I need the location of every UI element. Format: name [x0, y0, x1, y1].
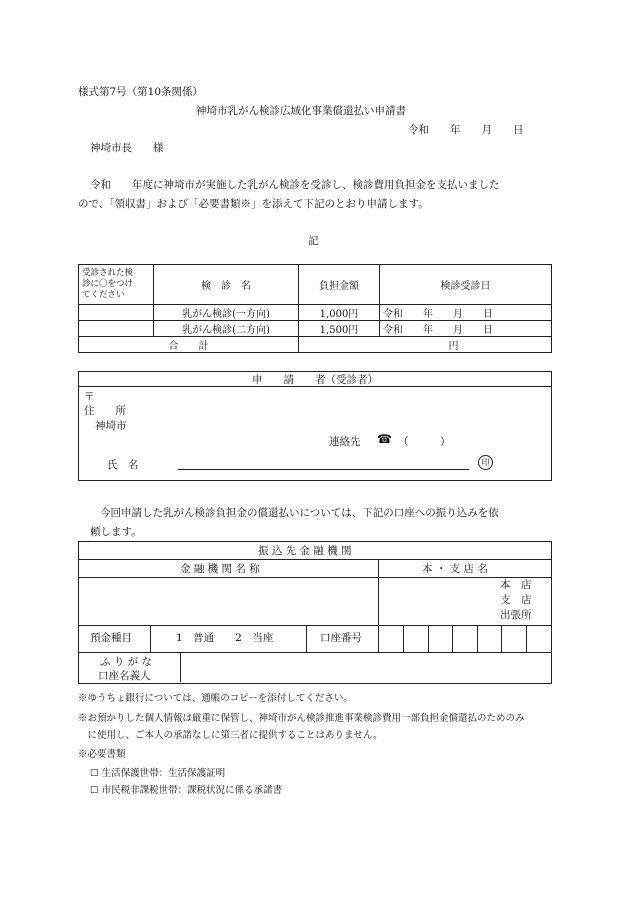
institution-name-field[interactable]: [80, 580, 376, 622]
note-2: ※お預かりした個人情報は厳重に保管し、神埼市がん検診推進事業検診費用一部負担金償還払のためのみ: [78, 713, 525, 724]
addressee: 神埼市長 様: [90, 142, 164, 154]
intro-line-2: ので、「領収書」および「必要書類※」を添えて下記のとおり申請します。: [78, 198, 429, 210]
form-number: 様式第7号（第10条関係）: [78, 86, 204, 98]
phone-field[interactable]: （ ）: [398, 436, 451, 448]
name-field[interactable]: [178, 469, 469, 470]
applicant-header: 申 請 者（受診者）: [252, 374, 378, 386]
exam-date[interactable]: 令和 年 月 日: [380, 321, 552, 337]
account-holder-label: 口座名義人: [98, 670, 151, 682]
furigana-label: ふ り が な: [100, 656, 153, 668]
required-doc-label: 生活保護世帯：生活保護証明: [101, 768, 226, 779]
bank-intro-line-2: 頼します。: [90, 526, 142, 538]
account-digit-box[interactable]: [428, 625, 429, 652]
exam-name: 乳がん検診(一方向): [154, 305, 299, 321]
city-label: 神埼市: [95, 420, 127, 432]
note-1: ※ゆうちょ銀行については、通帳のコピーを添付してください。: [78, 693, 353, 704]
total-amount[interactable]: 円: [299, 337, 552, 353]
check-cell[interactable]: [79, 321, 154, 337]
branch-type-head[interactable]: 本 店: [500, 579, 532, 591]
contact-label: 連絡先: [329, 436, 361, 448]
total-label: 合 計: [79, 337, 299, 353]
exam-name: 乳がん検診(二方向): [154, 321, 299, 337]
account-type-label: 預金種目: [90, 632, 132, 644]
required-doc-label: 市民税非課税世帯：課税状況に係る承諾書: [101, 785, 283, 796]
seal-mark: 印: [478, 455, 493, 470]
exam-fee: 1,500円: [299, 321, 380, 337]
account-type-options[interactable]: 1 普通 2 当座: [176, 632, 274, 644]
branch-types: [500, 578, 532, 623]
check-cell[interactable]: [79, 305, 154, 321]
bank-intro-line-1: 今回申請した乳がん検診負担金の償還払いについては、下記の口座への振り込みを依: [100, 507, 499, 519]
address-label: 住 所: [84, 405, 126, 417]
exam-date[interactable]: 令和 年 月 日: [380, 305, 552, 321]
phone-icon: ☎: [377, 432, 392, 446]
account-digit-box[interactable]: [477, 625, 478, 652]
intro-line-1: 令和 年度に神埼市が実施した乳がん検診を受診し、検診費用負担金を支払いました: [90, 179, 500, 191]
branch-type-branch[interactable]: 支 店: [500, 594, 532, 606]
fee-header: 負担金額: [299, 265, 380, 305]
exam-fee: 1,000円: [299, 305, 380, 321]
branch-type-office[interactable]: 出張所: [500, 609, 532, 621]
account-holder-field[interactable]: [184, 655, 546, 680]
table-row: [79, 305, 552, 321]
ki-heading: 記: [308, 235, 319, 247]
required-doc-item: [90, 765, 225, 779]
exam-name-header: 検 診 名: [154, 265, 299, 305]
account-digit-box[interactable]: [526, 625, 527, 652]
account-digit-box[interactable]: [501, 625, 502, 652]
account-digit-box[interactable]: [452, 625, 453, 652]
branch-name-field[interactable]: [380, 580, 490, 622]
account-number-label: 口座番号: [320, 632, 362, 644]
table-row: [79, 321, 552, 337]
branch-label: 本 ・ 支 店 名: [422, 563, 488, 575]
checkbox[interactable]: ☐: [90, 768, 99, 779]
note-3: に使用し、ご本人の承諾なしに第三者に提供することはありません。: [78, 730, 383, 741]
required-docs-title: ※必要書類: [78, 749, 126, 760]
exam-table: [78, 264, 552, 353]
name-label: 氏 名: [107, 459, 139, 471]
check-column-header: 受診された検 診に〇をつけ てください: [79, 265, 154, 305]
page-title: 神埼市乳がん検診広域化事業償還払い申請書: [196, 105, 406, 117]
application-date[interactable]: 令和 年 月 日: [408, 124, 524, 136]
bank-header: 振 込 先 金 融 機 関: [258, 545, 352, 557]
required-doc-item: [90, 782, 282, 796]
exam-date-header: 検診受診日: [380, 265, 552, 305]
postal-mark: 〒: [84, 391, 95, 403]
account-digit-box[interactable]: [403, 625, 404, 652]
checkbox[interactable]: ☐: [90, 785, 99, 796]
total-row: [79, 337, 552, 353]
institution-label: 金 融 機 関 名 称: [180, 563, 260, 575]
